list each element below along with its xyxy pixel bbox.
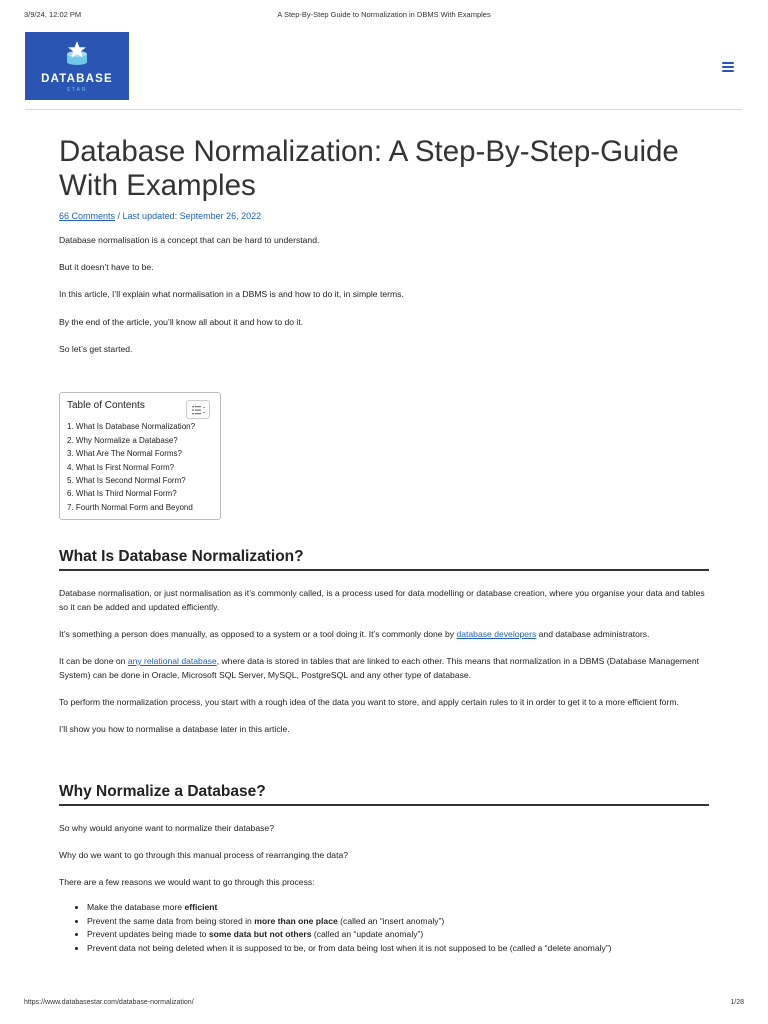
article (59, 135, 709, 955)
comments-link[interactable]: 66 Comments (59, 211, 116, 221)
toc-item[interactable]: 4. What Is First Normal Form? (67, 462, 175, 472)
logo-subtext: STAR (66, 87, 88, 93)
last-updated: Last updated: September 26, 2022 (122, 211, 262, 221)
toc-item[interactable]: 2. Why Normalize a Database? (67, 435, 178, 445)
list-toggle-icon (192, 405, 206, 415)
toc-item[interactable]: 5. What Is Second Normal Form? (67, 475, 186, 485)
toc-toggle-button[interactable] (186, 400, 210, 419)
section-heading-why-normalize: Why Normalize a Database? (59, 783, 709, 806)
section2-paragraph: Why do we want to go through this manual process of rearranging the data? (59, 849, 349, 860)
print-footer (24, 999, 744, 1011)
section1-paragraph: It can be done on any relational database, where data is stored in tables that are linked to each other. This means that normalization in a DBMS (Database Management System) can be done in Oracle, Microsoft SQL Server, MySQL, PostgreSQL and any other type of database. (59, 656, 699, 680)
reasons-list (87, 901, 709, 955)
list-item: • Prevent updates being made to some data but not others (called an “update anomaly”) (87, 928, 709, 941)
intro-paragraph: Database normalisation is a concept that can be hard to understand. (59, 235, 320, 245)
toc-item[interactable]: 6. What Is Third Normal Form? (67, 489, 177, 499)
toc-item[interactable]: 1. What Is Database Normalization? (67, 422, 196, 432)
print-header (24, 10, 744, 22)
section1-paragraph: It’s something a person does manually, as opposed to a system or a tool doing it. It’s commonly done by database developers and database administrators. (59, 628, 650, 639)
print-url: https://www.databasestar.com/database-normalization/ (24, 999, 194, 1006)
intro-paragraph: In this article, I’ll explain what normalisation in a DBMS is and how to do it, in simple terms. (59, 289, 404, 300)
relational-database-link[interactable]: any relational database (127, 656, 217, 667)
toc-list (67, 420, 213, 514)
database-developers-link[interactable]: database developers (456, 628, 537, 639)
print-date: 3/9/24, 12:02 PM (24, 10, 82, 19)
list-item: • Prevent the same data from being stored in more than one place (called an “insert anomaly”) (87, 915, 709, 928)
list-item: • Make the database more efficient (87, 901, 709, 914)
page-number: 1/28 (730, 999, 744, 1006)
hamburger-menu-icon[interactable] (722, 62, 734, 72)
toc-item[interactable]: 7. Fourth Normal Form and Beyond (67, 502, 193, 512)
section1-paragraph: Database normalisation, or just normalisation as it’s commonly called, is a process used for data modelling or database creation, where you organise your data and tables so it can be added and updated efficiently. (59, 588, 705, 612)
section-heading-what-is: What Is Database Normalization? (59, 548, 709, 571)
article-meta (59, 211, 709, 221)
section1-paragraph: To perform the normalization process, you start with a rough idea of the data you want to store, and apply certain rules to it in order to get it to a more efficient form. (59, 696, 679, 707)
star-emblem-icon (63, 40, 91, 68)
page-title: Database Normalization: A Step-By-Step-Guide With Examples (59, 135, 679, 202)
intro-paragraph: By the end of the article, you’ll know all about it and how to do it. (59, 316, 304, 327)
site-header (25, 32, 742, 110)
toc-item[interactable]: 3. What Are The Normal Forms? (67, 449, 182, 459)
list-item: • Prevent data not being deleted when it is supposed to be, or from data being lost when it is not supposed to be (called a “delete anomaly”) (87, 942, 709, 955)
meta-separator: / (115, 211, 123, 221)
logo-wordmark: DATABASE (41, 73, 113, 85)
section2-paragraph: So why would anyone want to normalize their database? (59, 822, 274, 833)
intro-paragraph: So let’s get started. (59, 343, 133, 354)
toc-heading: Table of Contents (67, 400, 145, 412)
intro-paragraph: But it doesn’t have to be. (59, 262, 154, 273)
site-logo[interactable] (25, 32, 129, 100)
print-doc-title: A Step-By-Step Guide to Normalization in DBMS With Examples (277, 10, 491, 19)
section2-paragraph: There are a few reasons we would want to go through this process: (59, 877, 315, 888)
table-of-contents (59, 392, 221, 520)
section1-paragraph: I’ll show you how to normalise a database later in this article. (59, 724, 290, 735)
